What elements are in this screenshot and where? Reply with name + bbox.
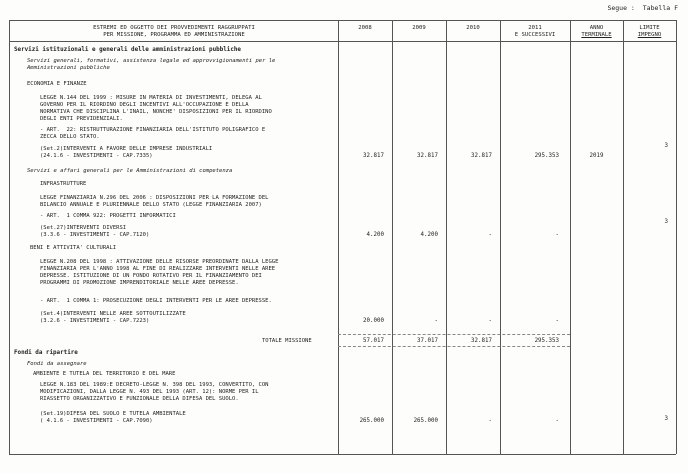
- program-title: Amministrazioni pubbliche: [27, 65, 110, 71]
- sector-text: (Set.4)INTERVENTI NELLE AREE SOTTOUTILIZZATE: [40, 311, 186, 317]
- header-2008: 2008: [358, 25, 372, 31]
- total-2009: 37.017: [417, 338, 438, 344]
- sector-text: (24.1.6 - INVESTIMENTI - CAP.7335): [40, 153, 153, 159]
- value-2010: 32.817: [471, 153, 492, 159]
- sector-text: (Set.27)INTERVENTI DIVERSI: [40, 225, 127, 231]
- value-limite: 3: [664, 416, 668, 422]
- total-2008: 57.017: [363, 338, 384, 344]
- value-2010: -: [488, 418, 492, 424]
- column-border: [9, 20, 10, 454]
- administration-name: ECONOMIA E FINANZE: [27, 81, 87, 87]
- administration-name: INFRASTRUTTURE: [40, 181, 87, 187]
- total-rule: [338, 334, 570, 335]
- value-2011: -: [555, 232, 559, 238]
- header-limite-line: LIMITE: [639, 25, 660, 31]
- column-border: [676, 20, 677, 454]
- value-2010: -: [488, 318, 492, 324]
- value-2009: 4.200: [420, 232, 438, 238]
- column-border: [623, 20, 624, 454]
- continuation-label: Segue :: [607, 4, 635, 12]
- total-rule: [338, 346, 570, 347]
- header-bottom-rule: [9, 41, 676, 42]
- value-2011: 295.353: [534, 153, 559, 159]
- law-text: RIASSETTO ORGANIZZATIVO E FUNZIONALE DELLA DIFESA DEL SUOLO.: [40, 396, 239, 402]
- value-limite: 3: [664, 219, 668, 225]
- header-limite-line: IMPEGNO: [637, 32, 662, 38]
- header-anno: [570, 25, 623, 39]
- program-title: Fondi da assegnare: [27, 361, 87, 367]
- column-border: [446, 20, 447, 454]
- sector-text: (Set.19)DIFESA DEL SUOLO E TUTELA AMBIENTALE: [40, 411, 186, 417]
- law-text: DEGLI ENTI PREVIDENZIALI.: [40, 116, 123, 122]
- column-border: [500, 20, 501, 454]
- law-text: LEGGE N.208 DEL 1998 : ATTIVAZIONE DELLE RISORSE PREORDINATE DALLA LEGGE: [40, 259, 279, 265]
- header-2011-line: 2011: [528, 25, 542, 31]
- law-text: NORMATIVA CHE DISCIPLINA L'INAIL, NONCHE' DISPOSIZIONI PER IL RIORDINO: [40, 109, 272, 115]
- law-text: DEPRESSE. ISTITUZIONE DI UN FONDO ROTATIVO PER IL FINANZIAMENTO DEI: [40, 273, 262, 279]
- header-2010: 2010: [466, 25, 480, 31]
- value-2008: 265.000: [359, 418, 384, 424]
- header-2011: [500, 25, 570, 39]
- law-text: LEGGE N.144 DEL 1999 : MISURE IN MATERIA DI INVESTIMENTI, DELEGA AL: [40, 95, 262, 101]
- sector-text: (3.2.6 - INVESTIMENTI - CAP.7223): [40, 318, 150, 324]
- administration-name: AMBIENTE E TUTELA DEL TERRITORIO E DEL MARE: [33, 371, 176, 377]
- value-2009: -: [434, 318, 438, 324]
- article-text: - ART. 1 COMMA 1: PROSECUZIONE DEGLI INTERVENTI PER LE AREE DEPRESSE.: [40, 298, 272, 304]
- header-title-line: PER MISSIONE, PROGRAMMA ED AMMINISTRAZIONE: [103, 32, 245, 38]
- law-text: LEGGE N.183 DEL 1989:E DECRETO-LEGGE N. 398 DEL 1993, CONVERTITO, CON: [40, 382, 269, 388]
- article-text: ZECCA DELLO STATO.: [40, 134, 100, 140]
- law-text: MODIFICAZIONI, DALLA LEGGE N. 493 DEL 1993 (ART. 12): NORME PER IL: [40, 389, 259, 395]
- table-top-rule: [9, 20, 676, 21]
- sector-text: ( 4.1.6 - INVESTIMENTI - CAP.7090): [40, 418, 153, 424]
- mission-title: Fondi da ripartire: [14, 350, 78, 356]
- header-2011-line: E SUCCESSIVI: [514, 32, 556, 38]
- administration-name: BENI E ATTIVITA' CULTURALI: [30, 245, 117, 251]
- header-limite: [623, 25, 676, 39]
- program-title: Servizi e affari generali per le Amministrazioni di competenza: [27, 168, 233, 174]
- value-2008: 20.000: [363, 318, 384, 324]
- program-title: Servizi generali, formativi, assistenza legale ed approvvigionamenti per le: [27, 58, 276, 64]
- column-border: [392, 20, 393, 454]
- value-2010: -: [488, 232, 492, 238]
- table-id: Tabella F: [642, 4, 678, 12]
- table-bottom-rule: [9, 454, 676, 455]
- value-anno: 2019: [589, 153, 604, 159]
- law-text: FINANZIARIA PER L'ANNO 1998 AL FINE DI REALIZZARE INTERVENTI NELLE AREE: [40, 266, 276, 272]
- sector-text: (3.3.6 - INVESTIMENTI - CAP.7120): [40, 232, 150, 238]
- header-description: [12, 25, 336, 39]
- total-2010: 32.817: [471, 338, 492, 344]
- law-text: GOVERNO PER IL RIORDINO DEGLI INCENTIVI ALL'OCCUPAZIONE E DELLA: [40, 102, 249, 108]
- page-continuation: [603, 4, 678, 12]
- value-2009: 32.817: [417, 153, 438, 159]
- law-text: PROGRAMMI DI PROMOZIONE IMPRENDITORIALE NELLE AREE DEPRESSE.: [40, 280, 239, 286]
- article-text: - ART. 1 COMMA 922: PROGETTI INFORMATICI: [40, 213, 176, 219]
- header-2009: 2009: [412, 25, 426, 31]
- law-text: BILANCIO ANNUALE E PLURIENNALE DELLO STATO (LEGGE FINANZIARIA 2007): [40, 202, 262, 208]
- column-border: [570, 20, 571, 454]
- header-anno-line: TERMINALE: [581, 32, 612, 38]
- value-2011: -: [555, 318, 559, 324]
- value-limite: 3: [664, 143, 668, 149]
- value-2011: -: [555, 418, 559, 424]
- header-title-line: ESTREMI ED OGGETTO DEI PROVVEDIMENTI RAGGRUPPATI: [93, 25, 255, 31]
- total-label: TOTALE MISSIONE: [262, 338, 312, 344]
- article-text: - ART. 22: RISTRUTTURAZIONE FINANZIARIA DELL'ISTITUTO POLIGRAFICO E: [40, 127, 266, 133]
- value-2009: 265.000: [413, 418, 438, 424]
- header-anno-line: ANNO: [589, 25, 604, 31]
- total-2011: 295.353: [534, 338, 559, 344]
- mission-title: Servizi istituzionali e generali delle amministrazioni pubbliche: [14, 47, 241, 53]
- value-2008: 4.200: [366, 232, 384, 238]
- column-border: [338, 20, 339, 454]
- value-2008: 32.817: [363, 153, 384, 159]
- law-text: LEGGE FINANZIARIA N.296 DEL 2006 : DISPOSIZIONI PER LA FORMAZIONE DEL: [40, 195, 269, 201]
- sector-text: (Set.2)INTERVENTI A FAVORE DELLE IMPRESE INDUSTRIALI: [40, 146, 213, 152]
